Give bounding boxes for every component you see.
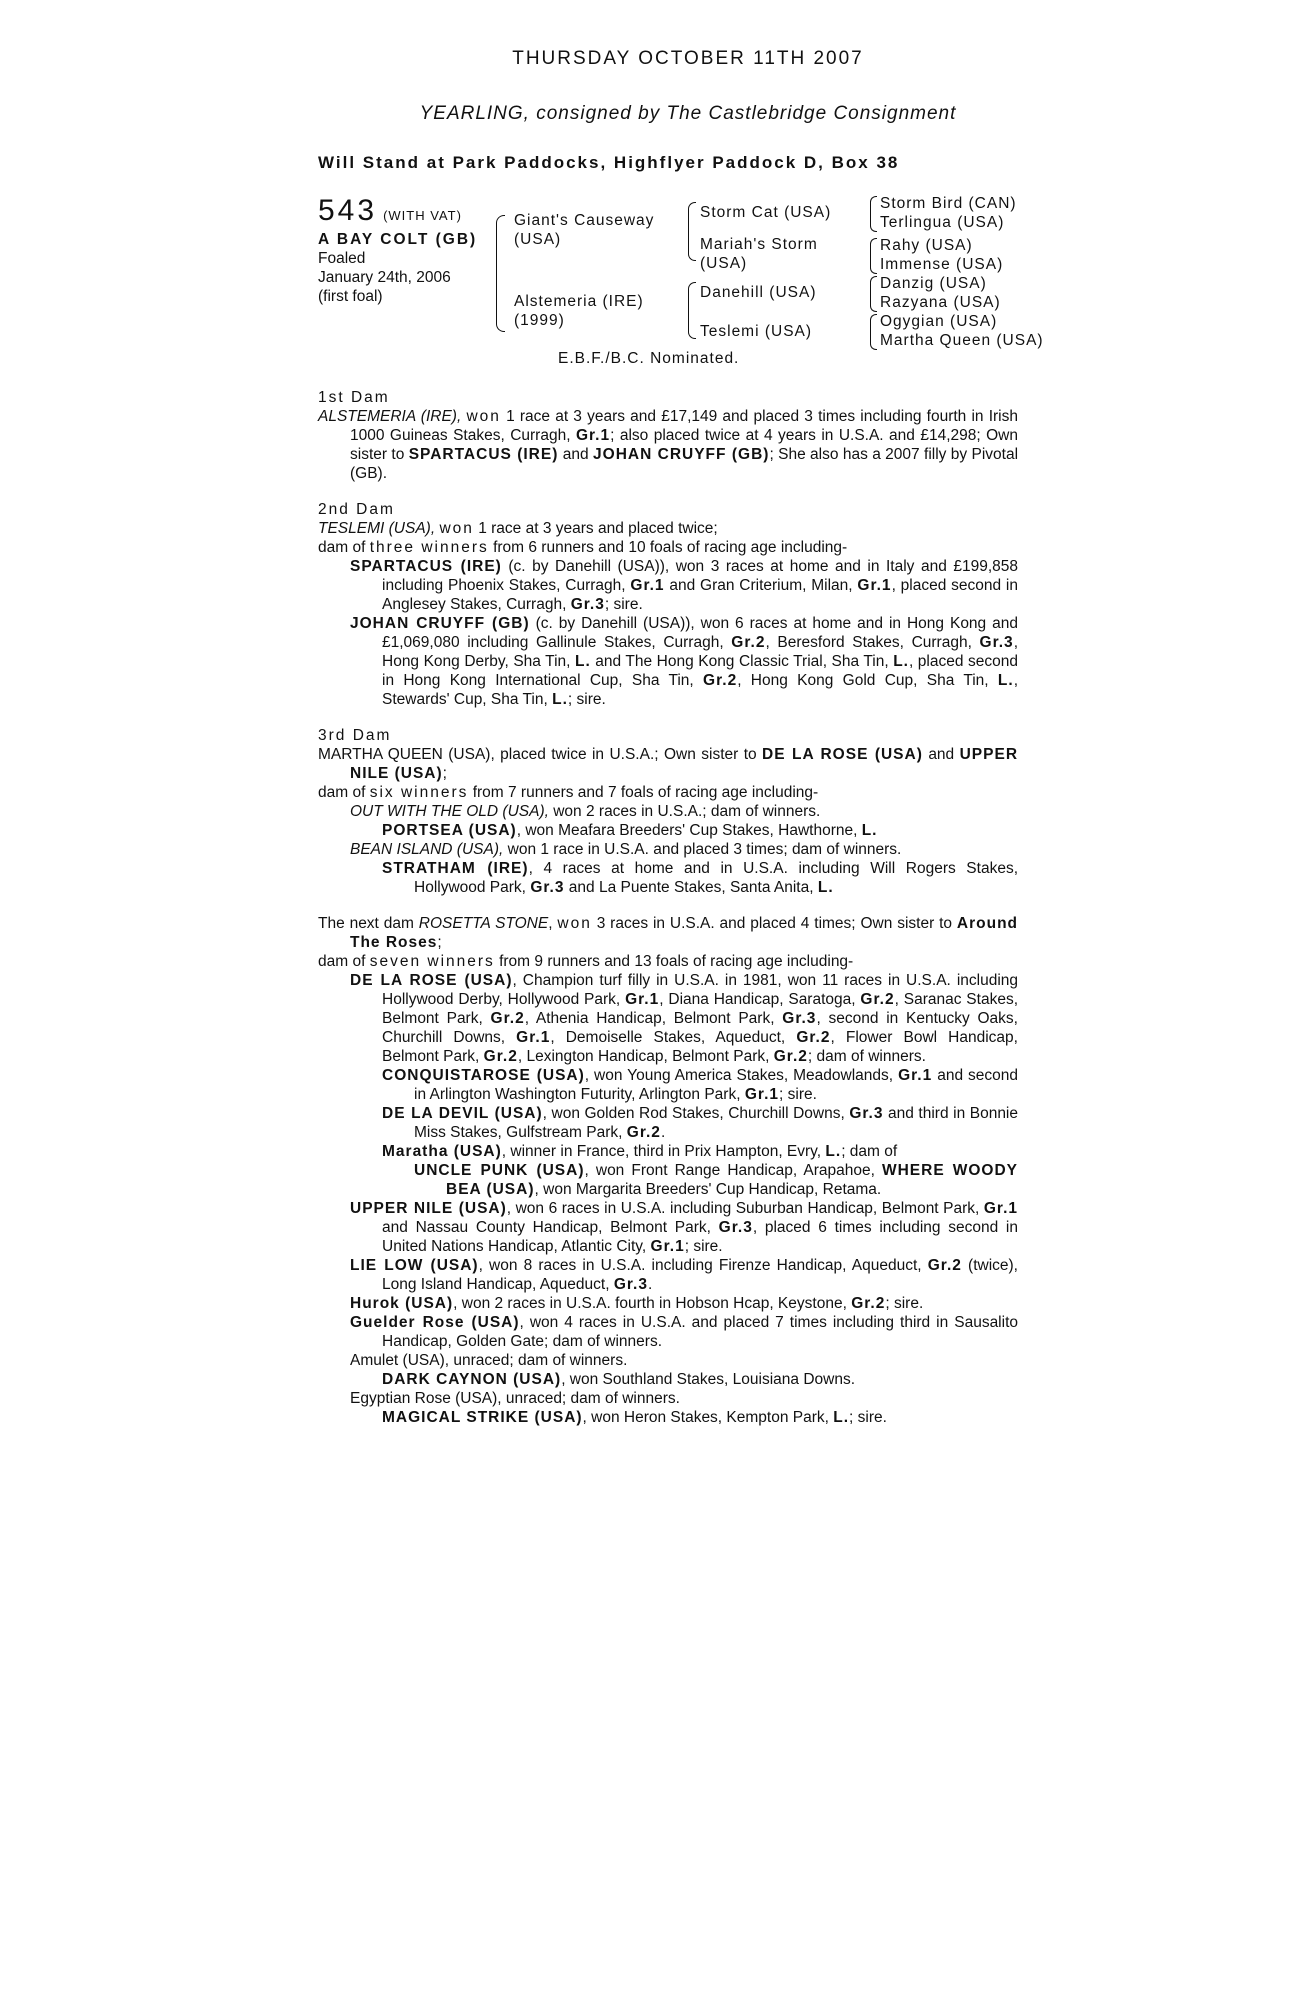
produce-entry: Egyptian Rose (USA), unraced; dam of winners.: [350, 1390, 680, 1407]
produce-entry: PORTSEA (USA), won Meafara Breeders' Cup Stakes, Hawthorne, L.: [382, 822, 878, 839]
third-dam-produce: dam of six winners from 7 runners and 7 foals of racing age including-: [318, 784, 819, 801]
foaled-label: Foaled: [318, 250, 366, 267]
pedigree-brace-dam: [688, 282, 696, 339]
second-dam-section: [318, 500, 1018, 709]
produce-entry: SPARTACUS (IRE) (c. by Danehill (USA)), won 3 races at home and in Italy and £199,858 including Phoenix Stakes, Curragh, Gr.1 and Gran Criterium, Milan, Gr.1, placed second in Anglesey Stakes, Curragh, Gr.3; sire.: [350, 558, 1018, 613]
produce-entry: OUT WITH THE OLD (USA), won 2 races in U.S.A.; dam of winners.: [350, 803, 821, 820]
produce-entry: STRATHAM (IRE), 4 races at home and in U.S.A. including Will Rogers Stakes, Hollywood Park, Gr.3 and La Puente Stakes, Santa Anita, L.: [382, 860, 1018, 896]
third-dam-text: MARTHA QUEEN (USA), placed twice in U.S.A.; Own sister to DE LA ROSE (USA) and UPPER NILE (USA);: [318, 746, 1019, 782]
pedigree-brace-g2: [870, 238, 877, 274]
produce-entry: UPPER NILE (USA), won 6 races in U.S.A. including Suburban Handicap, Belmont Park, Gr.1 and Nassau County Handicap, Belmont Park, Gr.3, placed 6 times including second in United Nations Handicap, Atlantic City, Gr.1; sire.: [350, 1200, 1019, 1255]
pedigree-gen3-8: Martha Queen (USA): [880, 332, 1044, 349]
stabling-location: Will Stand at Park Paddocks, Highflyer Paddock D, Box 38: [318, 153, 900, 172]
foal-note: (first foal): [318, 288, 383, 305]
lot-number: 543: [318, 194, 378, 227]
pedigree-brace-sire: [688, 202, 696, 261]
produce-entry: DE LA DEVIL (USA), won Golden Rod Stakes, Churchill Downs, Gr.3 and third in Bonnie Miss Stakes, Gulfstream Park, Gr.2.: [382, 1105, 1019, 1141]
pedigree-gen3-6: Razyana (USA): [880, 294, 1001, 311]
pedigree-sire-sire: Storm Cat (USA): [700, 204, 832, 221]
produce-entry: MAGICAL STRIKE (USA), won Heron Stakes, Kempton Park, L.; sire.: [382, 1409, 887, 1426]
lot-title: A BAY COLT (GB): [318, 231, 478, 248]
pedigree-gen3-4: Immense (USA): [880, 256, 1004, 273]
produce-entry: DE LA ROSE (USA), Champion turf filly in U.S.A. in 1981, won 11 races in U.S.A. including Hollywood Derby, Hollywood Park, Gr.1, Diana Handicap, Saratoga, Gr.2, Saranac Stakes, Belmont Park, Gr.2, Athenia Handicap, Belmont Park, Gr.3, second in Kentucky Oaks, Churchill Downs, Gr.1, Demoiselle Stakes, Aqueduct, Gr.2, Flower Bowl Handicap, Belmont Park, Gr.2, Lexington Handicap, Belmont Park, Gr.2; dam of winners.: [350, 972, 1019, 1065]
next-dam-text: The next dam ROSETTA STONE, won 3 races in U.S.A. and placed 4 times; Own sister to Around The Roses;: [318, 915, 1019, 951]
first-dam-text: ALSTEMERIA (IRE), won 1 race at 3 years and £17,149 and placed 3 times including fourth in Irish 1000 Guineas Stakes, Curragh, Gr.1; also placed twice at 4 years in U.S.A. and £14,298; Own sister to SPARTACUS (IRE) and JOHAN CRUYFF (GB); She also has a 2007 filly by Pivotal (GB).: [318, 408, 1019, 482]
next-dam-section: [318, 914, 1018, 1427]
produce-entry: JOHAN CRUYFF (GB) (c. by Danehill (USA)), won 6 races at home and in Hong Kong and £1,069,080 including Gallinule Stakes, Curragh, Gr.2, Beresford Stakes, Curragh, Gr.3, Hong Kong Derby, Sha Tin, L. and The Hong Kong Classic Trial, Sha Tin, L., placed second in Hong Kong International Cup, Sha Tin, Gr.2, Hong Kong Gold Cup, Sha Tin, L., Stewards' Cup, Sha Tin, L.; sire.: [350, 615, 1018, 708]
pedigree-brace-g3: [870, 276, 877, 312]
vat-note: (WITH VAT): [383, 208, 462, 223]
next-dam-produce: dam of seven winners from 9 runners and 13 foals of racing age including-: [318, 953, 854, 970]
pedigree-sire: Giant's Causeway (USA): [514, 212, 655, 248]
catalogue-body: [318, 388, 1018, 1427]
second-dam-text: TESLEMI (USA), won 1 race at 3 years and placed twice;: [318, 520, 718, 537]
pedigree-brace-g1: [870, 196, 877, 232]
pedigree-gen3-3: Rahy (USA): [880, 237, 973, 254]
pedigree-dam-sire: Danehill (USA): [700, 284, 817, 301]
second-dam-produce: dam of three winners from 6 runners and 10 foals of racing age including-: [318, 539, 848, 556]
consignment-line: YEARLING, consigned by The Castlebridge Consignment: [419, 103, 957, 124]
produce-entry: Hurok (USA), won 2 races in U.S.A. fourth in Hobson Hcap, Keystone, Gr.2; sire.: [350, 1295, 924, 1312]
lot-info: [318, 196, 477, 306]
pedigree-gen3-2: Terlingua (USA): [880, 214, 1005, 231]
section-heading: 2nd Dam: [318, 501, 395, 518]
pedigree-gen3-7: Ogygian (USA): [880, 313, 998, 330]
produce-entry: LIE LOW (USA), won 8 races in U.S.A. including Firenze Handicap, Aqueduct, Gr.2 (twice), Long Island Handicap, Aqueduct, Gr.3.: [350, 1257, 1018, 1293]
foaled-date: January 24th, 2006: [318, 269, 451, 286]
pedigree-brace-g4: [870, 314, 877, 350]
pedigree-gen3-1: Storm Bird (CAN): [880, 195, 1017, 212]
produce-entry: CONQUISTAROSE (USA), won Young America Stakes, Meadowlands, Gr.1 and second in Arlington Washington Futurity, Arlington Park, Gr.1; sire.: [382, 1067, 1019, 1103]
produce-entry: Guelder Rose (USA), won 4 races in U.S.A. and placed 7 times including third in Sausalito Handicap, Golden Gate; dam of winners.: [350, 1314, 1019, 1350]
section-heading: 1st Dam: [318, 389, 390, 406]
produce-entry: BEAN ISLAND (USA), won 1 race in U.S.A. and placed 3 times; dam of winners.: [350, 841, 902, 858]
third-dam-section: [318, 726, 1018, 897]
produce-entry: DARK CAYNON (USA), won Southland Stakes, Louisiana Downs.: [382, 1371, 856, 1388]
pedigree-gen3-5: Danzig (USA): [880, 275, 987, 292]
pedigree-dam: Alstemeria (IRE) (1999): [514, 293, 644, 329]
sale-date: THURSDAY OCTOBER 11TH 2007: [512, 48, 864, 69]
produce-entry: Amulet (USA), unraced; dam of winners.: [350, 1352, 628, 1369]
pedigree-sire-dam: Mariah's Storm (USA): [700, 236, 818, 272]
produce-entry: UNCLE PUNK (USA), won Front Range Handicap, Arapahoe, WHERE WOODY BEA (USA), won Margarita Breeders' Cup Handicap, Retama.: [414, 1162, 1019, 1198]
pedigree-brace-main: [496, 215, 505, 332]
pedigree-dam-dam: Teslemi (USA): [700, 323, 813, 340]
first-dam-section: [318, 388, 1018, 483]
nomination-note: E.B.F./B.C. Nominated.: [558, 350, 740, 367]
produce-entry: Maratha (USA), winner in France, third in Prix Hampton, Evry, L.; dam of: [382, 1143, 898, 1160]
section-heading: 3rd Dam: [318, 727, 392, 744]
